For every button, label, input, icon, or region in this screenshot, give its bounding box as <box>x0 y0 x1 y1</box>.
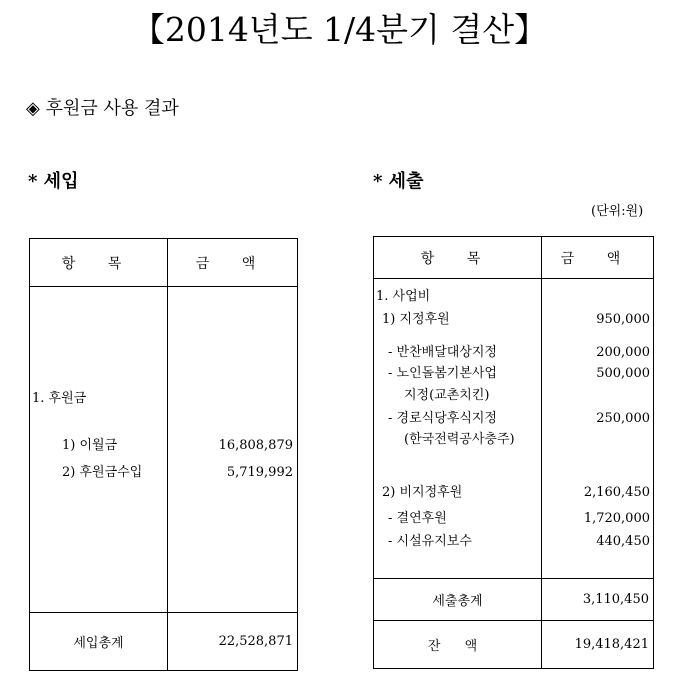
expense-total-label: 세출총계 <box>374 579 542 621</box>
expense-item-label: - 시설유지보수 <box>388 534 472 549</box>
income-category: 1. 후원금 <box>32 391 87 406</box>
balance-amount: 19,418,421 <box>542 621 654 669</box>
expense-designated-label: 1) 지정후원 <box>382 312 450 327</box>
expense-heading: * 세출 <box>373 171 424 192</box>
income-table <box>29 238 298 671</box>
income-row-amount: 5,719,992 <box>226 465 293 480</box>
expense-designated-amount: 950,000 <box>596 312 650 327</box>
expense-item-amount: 500,000 <box>596 366 650 381</box>
expense-item-label: - 반찬배달대상지정 <box>388 345 497 360</box>
expense-item-label: - 결연후원 <box>388 511 447 526</box>
section-heading: ◈ 후원금 사용 결과 <box>26 98 179 119</box>
expense-items-cell <box>374 279 542 579</box>
expense-item-label: (한국전력공사충주) <box>404 432 515 447</box>
balance-label: 잔 액 <box>374 621 542 669</box>
income-row-label: 2) 후원금수입 <box>62 465 143 480</box>
income-col-amount-header: 금 액 <box>168 239 298 287</box>
expense-item-label: - 경로식당후식지정 <box>388 411 497 426</box>
income-amounts-cell <box>168 287 298 613</box>
expense-category: 1. 사업비 <box>376 289 431 304</box>
expense-item-amount: 250,000 <box>596 411 650 426</box>
expense-non-designated-label: 2) 비지정후원 <box>382 485 463 500</box>
income-row-label: 1) 이월금 <box>62 438 118 453</box>
unit-label: (단위:원) <box>591 204 644 219</box>
expense-amounts-cell <box>542 279 654 579</box>
income-col-item-header: 항 목 <box>30 239 168 287</box>
expense-item-amount: 1,720,000 <box>583 511 650 526</box>
expense-item-amount: 440,450 <box>596 534 650 549</box>
income-total-amount: 22,528,871 <box>168 613 298 671</box>
expense-col-amount-header: 금 액 <box>542 237 654 279</box>
expense-non-designated-amount: 2,160,450 <box>583 485 650 500</box>
income-row-amount: 16,808,879 <box>218 438 293 453</box>
income-total-label: 세입총계 <box>30 613 168 671</box>
expense-item-label: - 노인돌봄기본사업 <box>388 366 497 381</box>
income-heading: * 세입 <box>28 171 79 192</box>
expense-total-amount: 3,110,450 <box>542 579 654 621</box>
expense-col-item-header: 항 목 <box>374 237 542 279</box>
expense-table <box>373 236 654 669</box>
page-title: 【2014년도 1/4분기 결산】 <box>131 10 548 49</box>
expense-item-amount: 200,000 <box>596 345 650 360</box>
income-items-cell <box>30 287 168 613</box>
expense-item-label: 지정(교촌치킨) <box>404 388 490 403</box>
